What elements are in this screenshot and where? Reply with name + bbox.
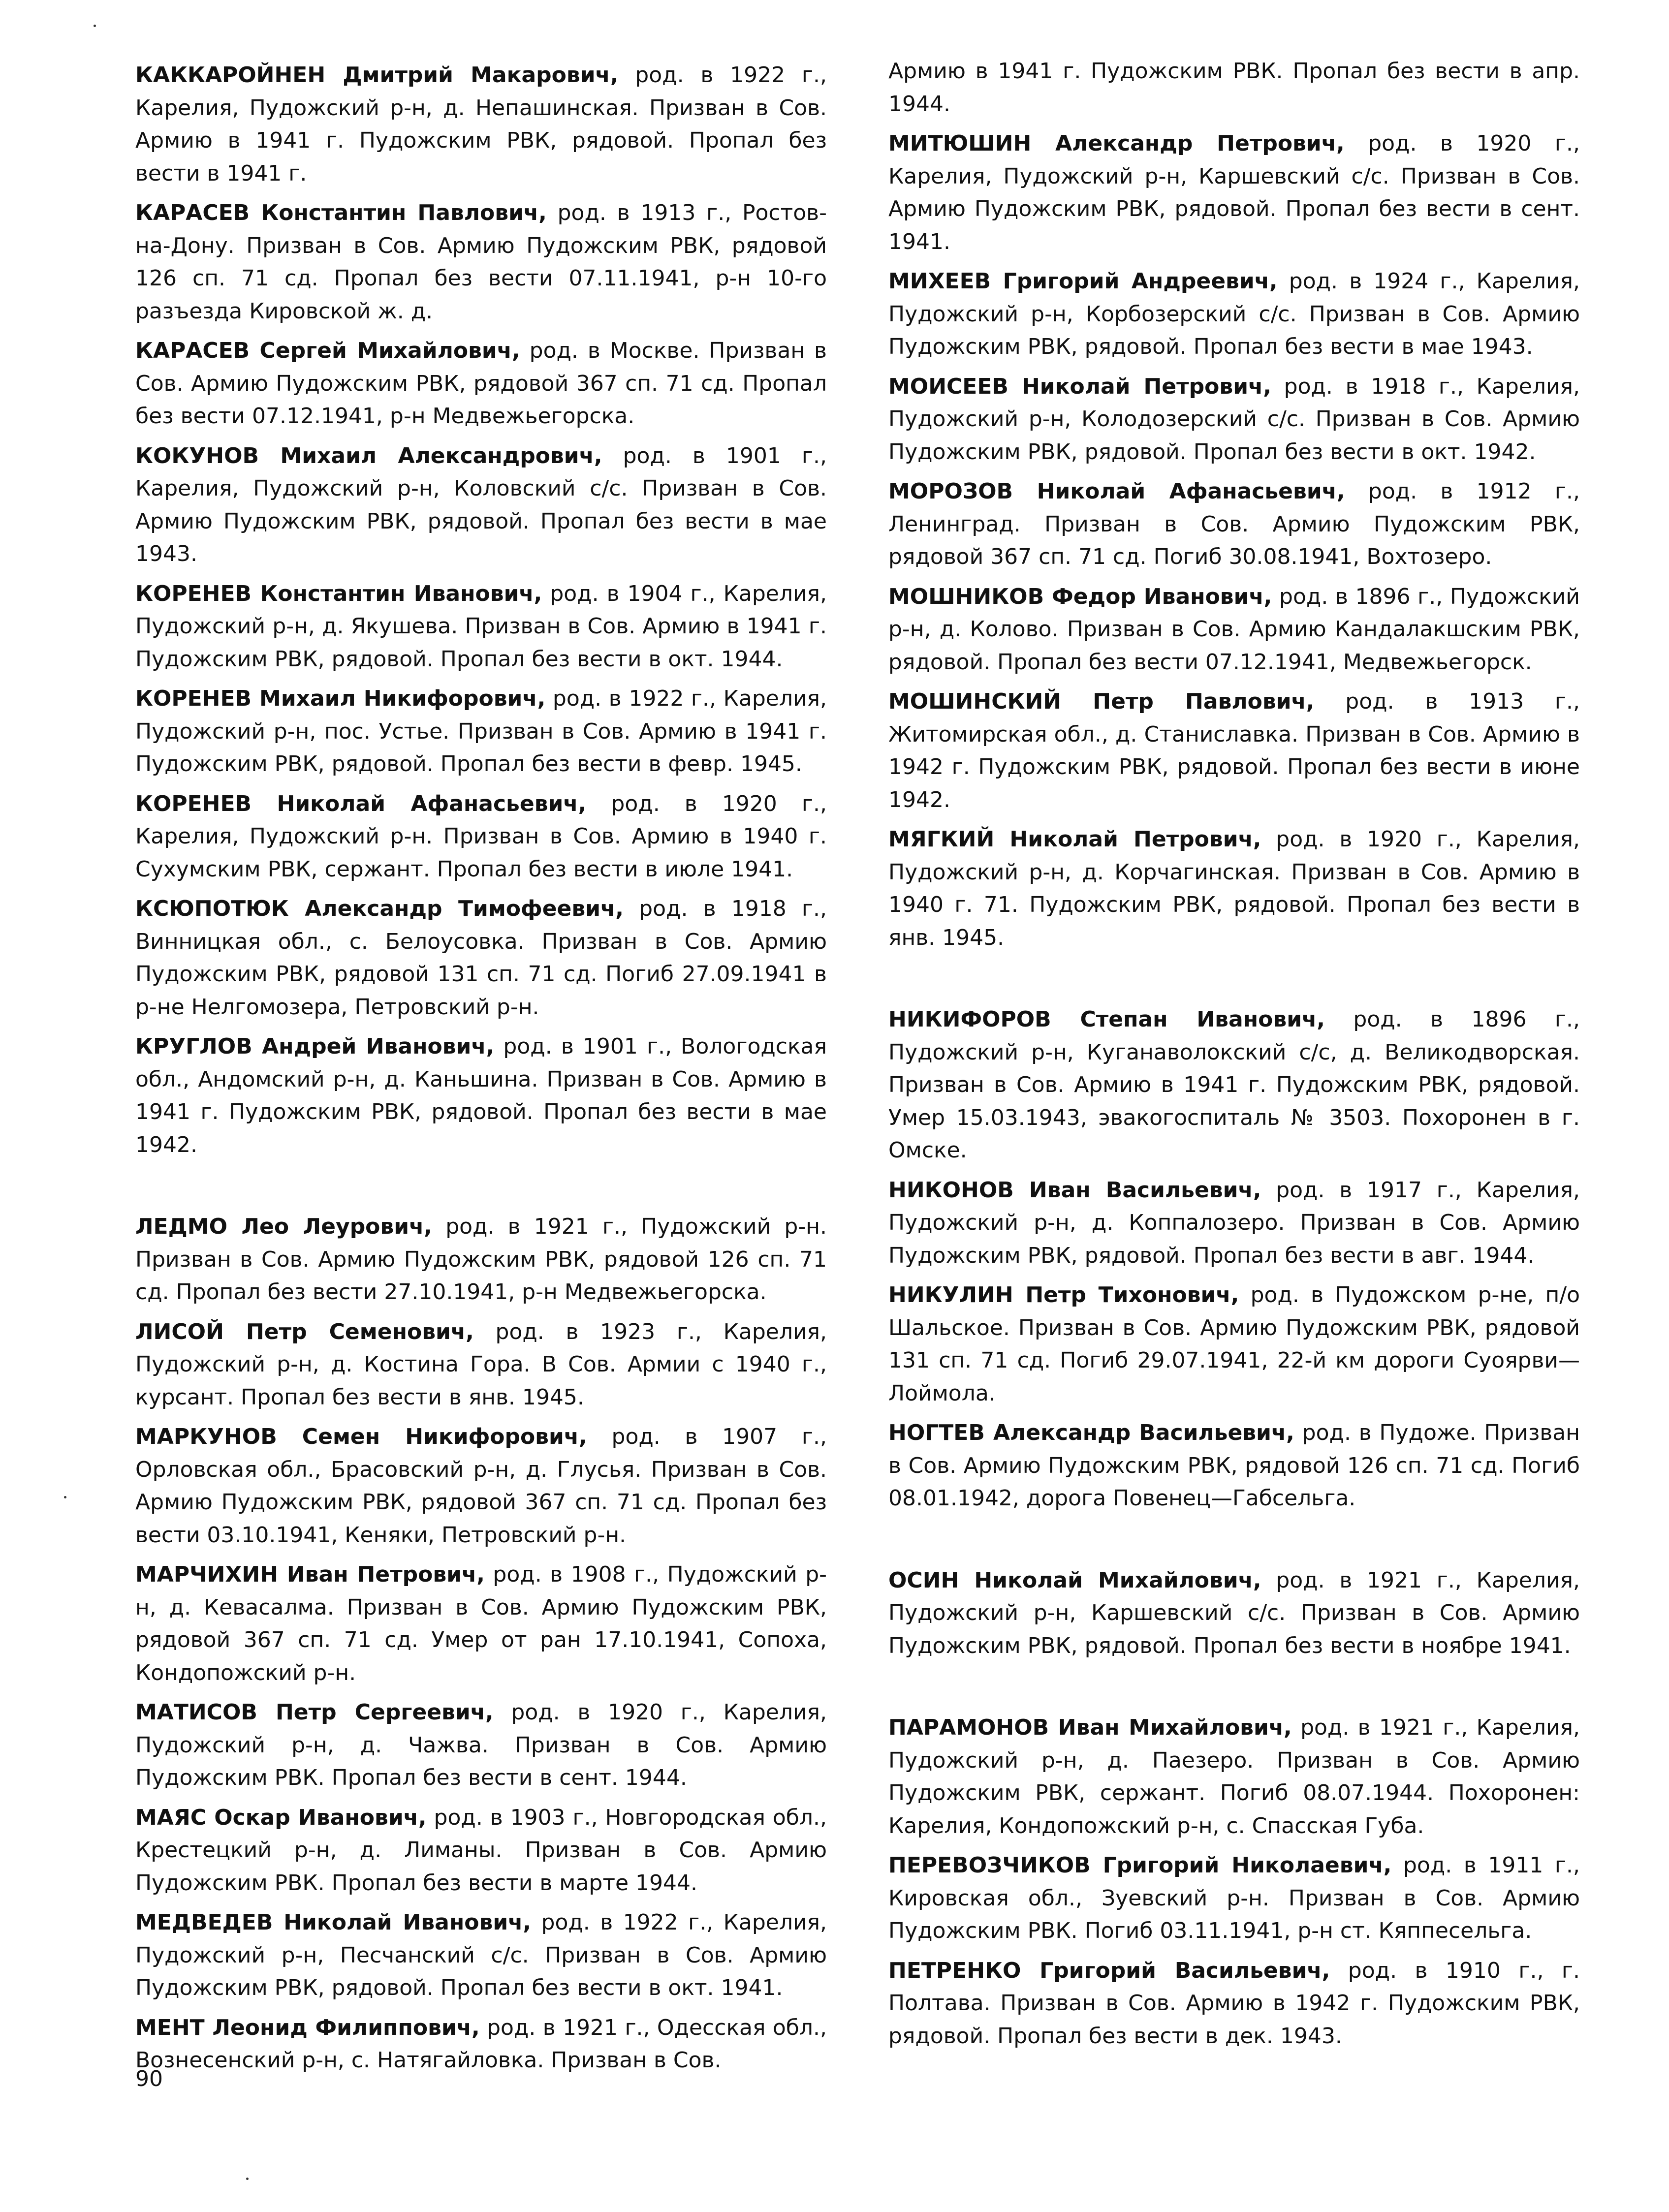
entry-korenev-nikolay: КОРЕНЕВ Николай Афанасьевич, род. в 1920 г., Карелия, Пудожский р-н. Призван в Сов. Армию в 1940 г. Сухумским РВК, сержант. Пропал без вести в июле 1941. — [135, 791, 827, 882]
entry-nikiforov: НИКИФОРОВ Степан Иванович, род. в 1896 г., Пудожский р-н, Куганаволокский с/с, д. Великодворская. Призван в Сов. Армию в 1941 г. Пудожским РВК, рядовой. Умер 15.03.1943, эвакогоспиталь № 3503. Похоронен в г. Омске. — [888, 1007, 1580, 1163]
entry-paramonov: ПАРАМОНОВ Иван Михайлович, род. в 1921 г., Карелия, Пудожский р-н, д. Паезеро. Призван в Сов. Армию Пудожским РВК, сержант. Погиб 08.07.1944. Похоронен: Карелия, Кондопожский р-н, с. Спасская Губа. — [888, 1715, 1580, 1838]
entry-mikheev: МИХЕЕВ Григорий Андреевич, род. в 1924 г., Карелия, Пудожский р-н, Корбозерский с/с. Призван в Сов. Армию Пудожским РВК, рядовой. Пропал без вести в мае 1943. — [888, 269, 1580, 359]
entry-lisoy: ЛИСОЙ Петр Семенович, род. в 1923 г., Карелия, Пудожский р-н, д. Костина Гора. В Сов. Армии с 1940 г., курсант. Пропал без вести в янв. 1945. — [135, 1319, 827, 1410]
entry-mayas: МАЯС Оскар Иванович, род. в 1903 г., Новгородская обл., Крестецкий р-н, д. Лиманы. Призван в Сов. Армию Пудожским РВК. Пропал без вести в марте 1944. — [135, 1805, 827, 1896]
entry-markunov: МАРКУНОВ Семен Никифорович, род. в 1907 г., Орловская обл., Брасовский р-н, д. Глусья. Призван в Сов. Армию Пудожским РВК, рядовой 367 сп. 71 сд. Пропал без вести 03.10.1941, Кеняки, Петровский р-н. — [135, 1424, 827, 1548]
entry-mityushin: МИТЮШИН Александр Петрович, род. в 1920 г., Карелия, Пудожский р-н, Каршевский с/с. Призван в Сов. Армию Пудожским РВК, рядовой. Пропал без вести в сент. 1941. — [888, 131, 1580, 254]
entry-nikulin: НИКУЛИН Петр Тихонович, род. в Пудожском р-не, п/о Шальское. Призван в Сов. Армию Пудожским РВК, рядовой 131 сп. 71 сд. Погиб 29.07.1941, 22-й км дороги Суоярви—Лоймола. — [888, 1282, 1580, 1406]
print-speck — [94, 25, 96, 27]
entry-nikonov: НИКОНОВ Иван Васильевич, род. в 1917 г., Карелия, Пудожский р-н, д. Коппалозеро. Призван в Сов. Армию Пудожским РВК, рядовой. Пропал без вести в авг. 1944. — [888, 1177, 1580, 1268]
entry-osin: ОСИН Николай Михайлович, род. в 1921 г., Карелия, Пудожский р-н, Каршевский с/с. Призван в Сов. Армию Пудожским РВК, рядовой. Пропал без вести в ноябре 1941. — [888, 1567, 1580, 1658]
entry-perevozchikov: ПЕРЕВОЗЧИКОВ Григорий Николаевич, род. в 1911 г., Кировская обл., Зуевский р-н. Призван в Сов. Армию Пудожским РВК. Погиб 03.11.1941, р-н ст. Кяппесельга. — [888, 1853, 1580, 1943]
entry-kokunov: КОКУНОВ Михаил Александрович, род. в 1901 г., Карелия, Пудожский р-н, Коловский с/с. Призван в Сов. Армию Пудожским РВК, рядовой. Пропал без вести в мае 1943. — [135, 443, 827, 566]
entry-petrenko: ПЕТРЕНКО Григорий Васильевич, род. в 1910 г., г. Полтава. Призван в Сов. Армию в 1942 г. Пудожским РВК, рядовой. Пропал без вести в дек. 1943. — [888, 1958, 1580, 2049]
entry-korenev-mikhail: КОРЕНЕВ Михаил Никифорович, род. в 1922 г., Карелия, Пудожский р-н, пос. Устье. Призван в Сов. Армию в 1941 г. Пудожским РВК, рядовой. Пропал без вести в февр. 1945. — [135, 686, 827, 777]
entry-nogtev: НОГТЕВ Александр Васильевич, род. в Пудоже. Призван в Сов. Армию Пудожским РВК, рядовой 126 сп. 71 сд. Погиб 08.01.1942, дорога Повенец—Габсельга. — [888, 1420, 1580, 1511]
entry-myagkiy: МЯГКИЙ Николай Петрович, род. в 1920 г., Карелия, Пудожский р-н, д. Корчагинская. Призван в Сов. Армию в 1940 г. 71. Пудожским РВК, рядовой. Пропал без вести в янв. 1945. — [888, 827, 1580, 950]
entry-moshinsky: МОШИНСКИЙ Петр Павлович, род. в 1913 г., Житомирская обл., д. Станиславка. Призван в Сов. Армию в 1942 г. Пудожским РВК, рядовой. Пропал без вести в июне 1942. — [888, 689, 1580, 812]
entry-moiseev: МОИСЕЕВ Николай Петрович, род. в 1918 г., Карелия, Пудожский р-н, Колодозерский с/с. Призван в Сов. Армию Пудожским РВК, рядовой. Пропал без вести в окт. 1942. — [888, 374, 1580, 465]
left-column — [135, 59, 827, 2084]
entry-karasev-sergey: КАРАСЕВ Сергей Михайлович, род. в Москве. Призван в Сов. Армию Пудожским РВК, рядовой 367 сп. 71 сд. Пропал без вести 07.12.1941, р-н Медвежьегорска. — [135, 338, 827, 429]
entry-marchikhin: МАРЧИХИН Иван Петрович, род. в 1908 г., Пудожский р-н, д. Кевасалма. Призван в Сов. Армию Пудожским РВК, рядовой 367 сп. 71 сд. Умер от ран 17.10.1941, Сопоха, Кондопожский р-н. — [135, 1562, 827, 1685]
entry-ledmo: ЛЕДМО Лео Леурович, род. в 1921 г., Пудожский р-н. Призван в Сов. Армию Пудожским РВК, рядовой 126 сп. 71 сд. Пропал без вести 27.10.1941, р-н Медвежьегорска. — [135, 1214, 827, 1305]
entry-morozov: МОРОЗОВ Николай Афанасьевич, род. в 1912 г., Ленинград. Призван в Сов. Армию Пудожским РВК, рядовой 367 сп. 71 сд. Погиб 30.08.1941, Вохтозеро. — [888, 479, 1580, 569]
entry-ksyupotyuk: КСЮПОТЮК Александр Тимофеевич, род. в 1918 г., Винницкая обл., с. Белоусовка. Призван в Сов. Армию Пудожским РВК, рядовой 131 сп. 71 сд. Погиб 27.09.1941 в р-не Нелгомозера, Петровский р-н. — [135, 896, 827, 1020]
right-column — [888, 55, 1580, 2059]
entry-kakkaroynen: КАККАРОЙНЕН Дмитрий Макарович, род. в 1922 г., Карелия, Пудожский р-н, д. Непашинская. Призван в Сов. Армию в 1941 г. Пудожским РВК, рядовой. Пропал без вести в 1941 г. — [135, 62, 827, 186]
entry-karasev-konstantin: КАРАСЕВ Константин Павлович, род. в 1913 г., Ростов-на-Дону. Призван в Сов. Армию Пудожским РВК, рядовой 126 сп. 71 сд. Пропал без вести 07.11.1941, р-н 10-го разъезда Кировской ж. д. — [135, 200, 827, 324]
entry-matisov: МАТИСОВ Петр Сергеевич, род. в 1920 г., Карелия, Пудожский р-н, д. Чажва. Призван в Сов. Армию Пудожским РВК. Пропал без вести в сент. 1944. — [135, 1700, 827, 1790]
entry-moshnikov: МОШНИКОВ Федор Иванович, род. в 1896 г., Пудожский р-н, д. Колово. Призван в Сов. Армию Кандалакшским РВК, рядовой. Пропал без вести 07.12.1941, Медвежьегорск. — [888, 584, 1580, 675]
print-speck — [64, 1496, 66, 1498]
entry-medvedev: МЕДВЕДЕВ Николай Иванович, род. в 1922 г., Карелия, Пудожский р-н, Песчанский с/с. Призван в Сов. Армию Пудожским РВК, рядовой. Пропал без вести в окт. 1941. — [135, 1910, 827, 2000]
entry-korenev-konstantin: КОРЕНЕВ Константин Иванович, род. в 1904 г., Карелия, Пудожский р-н, д. Якушева. Призван в Сов. Армию в 1941 г. Пудожским РВК, рядовой. Пропал без вести в окт. 1944. — [135, 581, 827, 672]
page-number: 90 — [135, 2066, 163, 2091]
entry-ment-continued: Армию в 1941 г. Пудожским РВК. Пропал без вести в апр. 1944. — [888, 59, 1580, 117]
entry-ment: МЕНТ Леонид Филиппович, род. в 1921 г., Одесская обл., Вознесенский р-н, с. Натягайловка. Призван в Сов. — [135, 2015, 827, 2073]
print-speck — [246, 2178, 249, 2180]
entry-kruglov: КРУГЛОВ Андрей Иванович, род. в 1901 г., Вологодская обл., Андомский р-н, д. Каньшина. Призван в Сов. Армию в 1941 г. Пудожским РВК, рядовой. Пропал без вести в мае 1942. — [135, 1034, 827, 1157]
